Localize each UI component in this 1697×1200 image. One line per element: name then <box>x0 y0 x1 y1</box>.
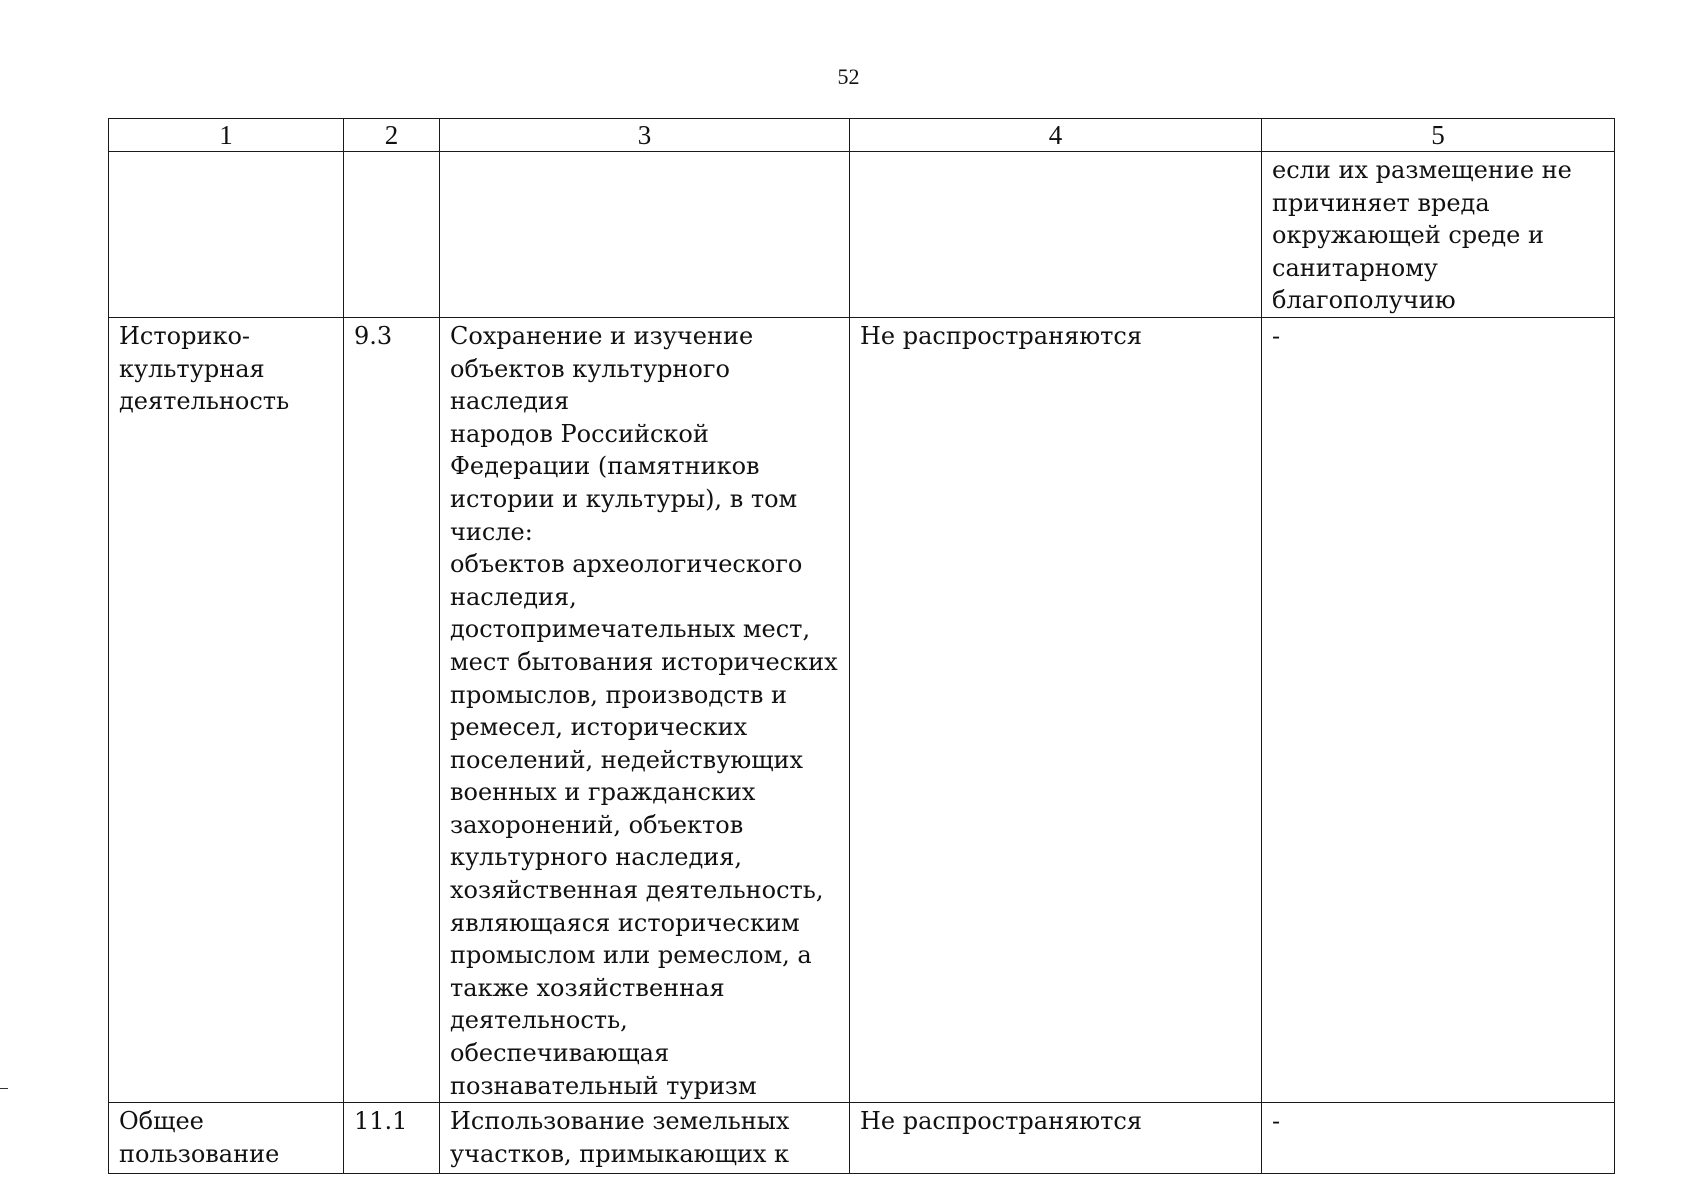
cell-code: 11.1 <box>344 1103 440 1174</box>
column-header-5: 5 <box>1262 119 1615 152</box>
table-header-row <box>109 119 1615 152</box>
page-number: 52 <box>837 64 860 89</box>
cell-restrictions: Не распространяются <box>850 1103 1262 1174</box>
cell-activity-name <box>109 152 344 318</box>
cell-conditions: если их размещение не причиняет вреда окружающей среде и санитарному благополучию <box>1262 152 1615 318</box>
cell-restrictions <box>850 152 1262 318</box>
cell-description <box>440 152 850 318</box>
table-row <box>109 152 1615 318</box>
column-header-2: 2 <box>344 119 440 152</box>
cell-activity-name: Общее пользование <box>109 1103 344 1174</box>
column-header-1: 1 <box>109 119 344 152</box>
cell-description: Сохранение и изучение объектов культурного наследия народов Российской Федерации (памятников истории и культуры), в том числе: объектов археологического наследия, достопримечательных мест, мест бытования исторических промыслов, производств и ремесел, исторических поселений, недействующих военных и гражданских захоронений, объектов культурного наследия, хозяйственная деятельность, являющаяся историческим промыслом или ремеслом, а также хозяйственная деятельность, обеспечивающая познавательный туризм <box>440 317 850 1102</box>
cell-restrictions: Не распространяются <box>850 317 1262 1102</box>
regulation-table <box>108 118 1615 1174</box>
margin-mark <box>0 1088 8 1089</box>
cell-conditions: - <box>1262 1103 1615 1174</box>
table-row <box>109 1103 1615 1174</box>
table-row <box>109 317 1615 1102</box>
cell-activity-name: Историко- культурная деятельность <box>109 317 344 1102</box>
cell-code <box>344 152 440 318</box>
cell-code: 9.3 <box>344 317 440 1102</box>
cell-conditions: - <box>1262 317 1615 1102</box>
cell-description: Использование земельных участков, примыкающих к <box>440 1103 850 1174</box>
column-header-4: 4 <box>850 119 1262 152</box>
column-header-3: 3 <box>440 119 850 152</box>
